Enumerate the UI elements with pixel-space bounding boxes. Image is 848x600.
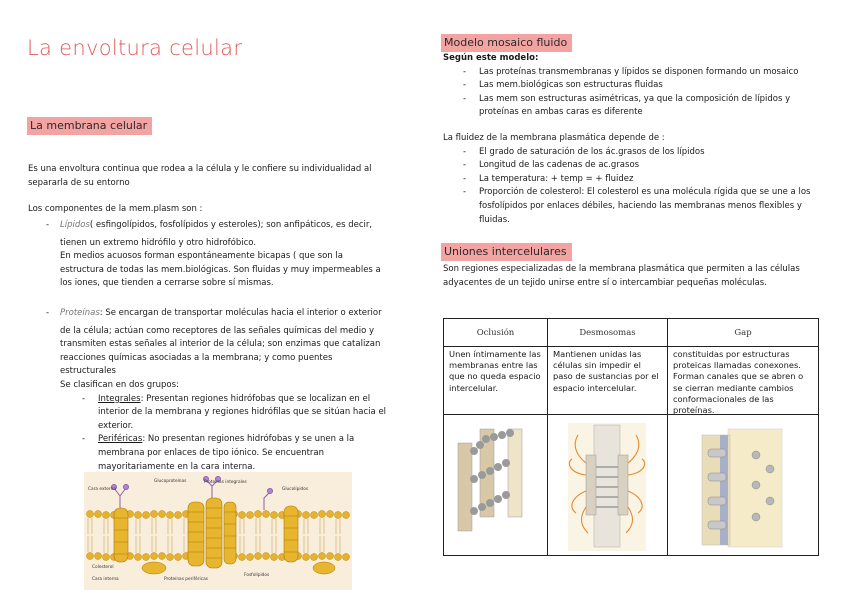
fluidity-item: - Longitud de las cadenas de ac.grasos [459,159,823,173]
components-intro: Los componentes de la mem.plasm son : [28,204,203,214]
label-cara-externa: Cara externa [88,487,116,492]
oclusion-illustration [444,415,547,556]
page-title: La envoltura celular [27,36,243,60]
membrane-figure [84,472,352,590]
model-block: Según este modelo: - Las proteínas transmembranas y lípidos se disponen formando un mosaico - Las mem.biológicas son estructuras fluidas - Las mem son estructuras asimétricas, ya que la composición de lípidos y proteínas en ambas caras es diferente [443,52,823,120]
label-cara-interna: Cara interna [92,577,119,582]
proteinas-label: Proteínas [60,308,100,318]
model-item: - Las mem.biológicas son estructuras fluidas [459,79,823,93]
label-colesterol: Colesterol [92,565,114,570]
section-heading-membrana: La membrana celular [27,114,152,135]
gap-illustration [668,415,818,556]
model-item: - Las mem son estructuras asimétricas, ya que la composición de lípidos y proteínas en ambas caras es diferente [459,93,814,120]
header-oclusion: Oclusión [444,319,547,347]
header-gap: Gap [668,319,818,347]
col-desmosomas [548,319,668,555]
proteinas-item: - Proteínas: Se encargan de transportar moléculas hacia el interior o exterior de la célula; actúan como receptores de las señales químicas del medio y transmiten estas señales al interior de la célula; son enzimas que catalizan reacciones químicas asociadas a la membrana; y como puentes estructurales Se clasifican en dos grupos: - Integrales: Presentan regiones hidrófobas que se localizan en el interior de la membrana y regiones hidrófilas que se sitúan hacia el exterior. - Periféricas: No presentan regiones hidrófobas y se unen a la membrana por enlaces de tipo iónico. Se encuentran mayoritariamente en la cara interna. [46,308,387,472]
label-glucolipidos: Glucolípidos [282,487,309,492]
desc-oclusion: Unen íntimamente las membranas entre las que no queda espacio intercelular. [449,349,541,393]
label-proteinas-integrales: Proteínas integrales [204,480,247,485]
fluidity-item: - La temperatura: + temp = + fluidez [459,173,823,187]
label-proteinas-perifericas: Proteínas periféricas [164,577,208,582]
desc-desmosomas: Mantienen unidas las células sin impedir el paso de sustancias por el espacio intercelular. [553,349,659,393]
label-glucoproteinas: Glucoproteínas [154,479,187,484]
desmosomas-illustration [548,415,667,556]
fluidity-item: - Proporción de colesterol: El colesterol es una molécula rígida que se une a los fosfolípidos por enlaces débiles, haciendo las membranas menos flexibles y fluidas. [459,186,819,227]
model-item: - Las proteínas transmembranas y lípidos se disponen formando un mosaico [459,66,823,80]
col-oclusion [444,319,548,555]
fluidity-item: - El grado de saturación de los ác.grasos de los lípidos [459,146,823,160]
section-heading-mosaico: Modelo mosaico fluido [441,31,572,52]
col-gap [668,319,818,555]
label-fosfolipidos: Fosfolípidos [244,573,270,578]
unions-intro: Son regiones especializadas de la membrana plasmática que permiten a las células adyacentes de un tejido unirse entre sí o intercambiar pequeñas moléculas. [443,264,800,288]
section-heading-uniones: Uniones intercelulares [441,240,572,261]
desc-gap: constituidas por estructuras proteicas llamadas conexones. Forman canales que se abren o se cierran mediante cambios conformacionales de las proteínas. [673,349,804,416]
lipidos-label: Lípidos [60,220,90,230]
intro-paragraph: Es una envoltura continua que rodea a la célula y le confiere su individualidad al separarla de su entorno [28,164,372,188]
lipidos-item: - Lípidos( esfingolípidos, fosfolípidos y esteroles); son anfipáticos, es decir, tienen un extremo hidrófilo y otro hidrofóbico. En medios acuosos forman espontáneamente bicapas ( que son la estructura de todas las mem.biológicas. Son fluidas y muy impermeables a los iones, que tienden a cerrarse sobre sí mismas. [46,220,381,289]
unions-table [443,318,819,556]
header-desmosomas: Desmosomas [548,319,667,347]
fluidity-block: La fluidez de la membrana plasmática depende de : - El grado de saturación de los ác.grasos de los lípidos - Longitud de las cadenas de ac.grasos - La temperatura: + temp = + fluidez - Proporción de colesterol: El colesterol es una molécula rígida que se une a los fosfolípidos por enlaces débiles, haciendo las membranas menos flexibles y fluidas. [443,132,823,227]
